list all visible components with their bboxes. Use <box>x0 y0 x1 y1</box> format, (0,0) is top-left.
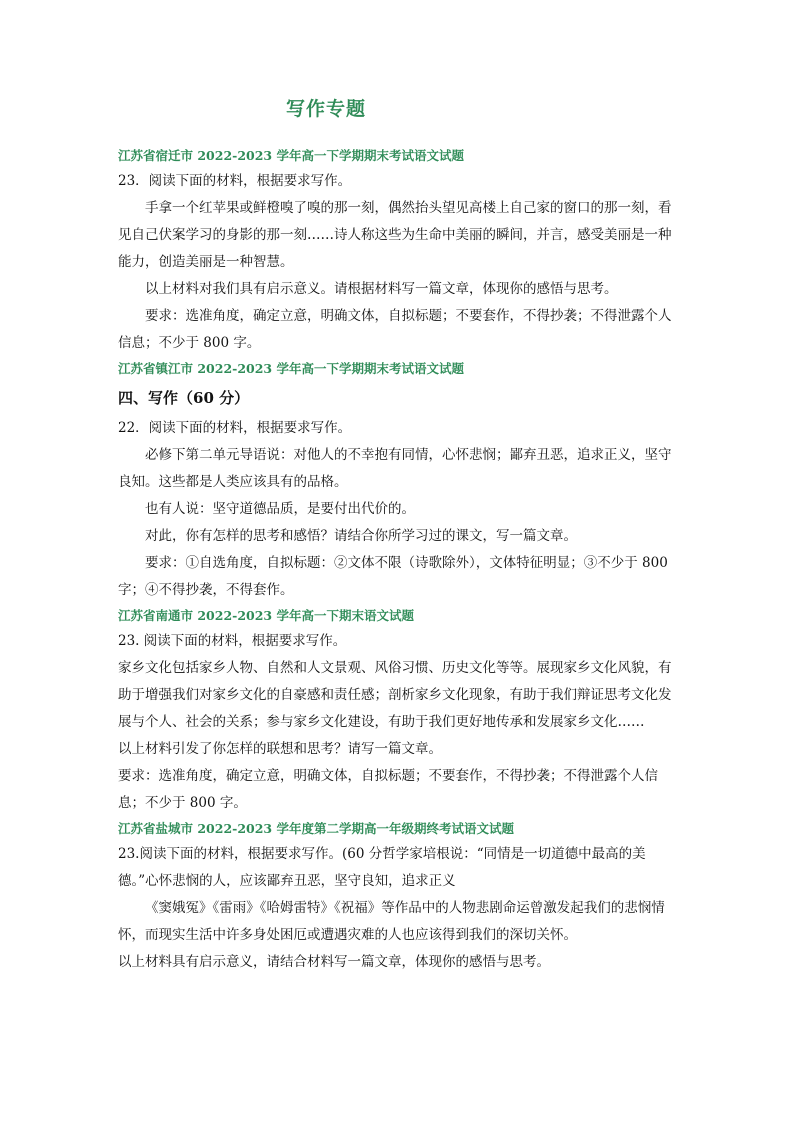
question-prompt: 23．阅读下面的材料，根据要求写作。 <box>118 173 352 189</box>
material-paragraph: 《窦娥冤》《雷雨》《哈姆雷特》《祝福》等作品中的人物悲剧命运曾激发起我们的悲悯情怀，而现实生活中许多身处困厄或遭遇灾难的人也应该得到我们的深切关怀。 <box>118 900 665 943</box>
section-nantong <box>118 604 678 817</box>
section-source: 江苏省镇江市 2022-2023 学年高一下学期期末考试语文试题 <box>118 361 464 376</box>
instruction-paragraph: 以上材料对我们具有启示意义。请根据材料写一篇文章，体现你的感悟与思考。 <box>145 281 618 297</box>
instruction-paragraph: 以上材料具有启示意义，请结合材料写一篇文章，体现你的感悟与思考。 <box>118 954 550 970</box>
requirement-paragraph: 要求：选准角度，确定立意，明确文体，自拟标题；不要套作，不得抄袭；不得泄露个人信息；不少于 800 字。 <box>118 308 672 351</box>
section-zhenjiang <box>118 357 678 604</box>
page-title: 写作专题 <box>285 98 366 120</box>
material-paragraph: 也有人说：坚守道德品质，是要付出代价的。 <box>145 501 415 517</box>
requirement-paragraph: 要求：选准角度，确定立意，明确文体，自拟标题；不要套作，不得抄袭；不得泄露个人信息；不少于 800 字。 <box>118 768 658 811</box>
question-prompt: 23.阅读下面的材料，根据要求写作。(60 分哲学家培根说：“同情是一切道德中最高的美德。”心怀悲悯的人，应该鄙弃丑恶，坚守良知，追求正义 <box>118 846 646 889</box>
section-heading: 四、写作（60 分） <box>118 389 250 407</box>
question-prompt: 22．阅读下面的材料，根据要求写作。 <box>118 420 352 436</box>
instruction-paragraph: 对此，你有怎样的思考和感悟？请结合你所学习过的课文，写一篇文章。 <box>145 528 577 544</box>
document-body <box>118 144 678 976</box>
section-source: 江苏省南通市 2022-2023 学年高一下期末语文试题 <box>118 608 414 623</box>
question-prompt: 23. 阅读下面的材料，根据要求写作。 <box>118 633 347 649</box>
section-yancheng <box>118 817 678 976</box>
section-source: 江苏省宿迁市 2022-2023 学年高一下学期期末考试语文试题 <box>118 148 464 163</box>
material-paragraph: 手拿一个红苹果或鲜橙嗅了嗅的那一刻，偶然抬头望见高楼上自己家的窗口的那一刻，看见自己伏案学习的身影的那一刻……诗人称这些为生命中美丽的瞬间，并言，感受美丽是一种能力，创造美丽是一种智慧。 <box>118 200 672 270</box>
material-paragraph: 必修下第二单元导语说：对他人的不幸抱有同情，心怀悲悯；鄙弃丑恶，追求正义，坚守良知。这些都是人类应该具有的品格。 <box>118 447 672 490</box>
requirement-paragraph: 要求：①自选角度，自拟标题：②文体不限（诗歌除外），文体特征明显；③不少于 800 字；④不得抄袭，不得套作。 <box>118 555 668 598</box>
material-paragraph: 家乡文化包括家乡人物、自然和人文景观、风俗习惯、历史文化等等。展现家乡文化风貌，有助于增强我们对家乡文化的自豪感和责任感；剖析家乡文化现象，有助于我们辩证思考文化发展与个人、社会的关系；参与家乡文化建设，有助于我们更好地传承和发展家乡文化…… <box>118 660 672 730</box>
section-source: 江苏省盐城市 2022-2023 学年度第二学期高一年级期终考试语文试题 <box>118 821 514 836</box>
instruction-paragraph: 以上材料引发了你怎样的联想和思考？请写一篇文章。 <box>118 741 442 757</box>
section-suqian <box>118 144 678 357</box>
